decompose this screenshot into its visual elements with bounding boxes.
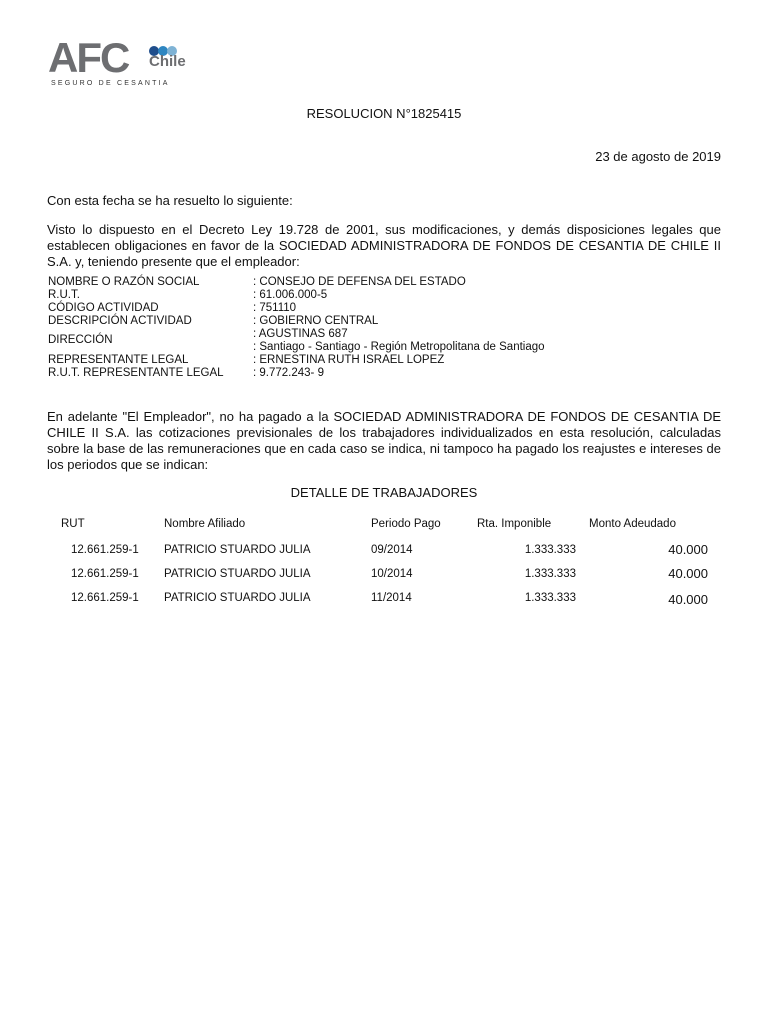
employer-name-value: : CONSEJO DE DEFENSA DEL ESTADO xyxy=(253,276,466,288)
table-row xyxy=(0,544,768,560)
employer-rut-row xyxy=(48,289,648,302)
col-period-header: Periodo Pago xyxy=(371,518,441,530)
address-value xyxy=(253,328,648,354)
cell-period: 10/2014 xyxy=(371,568,413,580)
activity-code-value: : 751110 xyxy=(253,302,297,314)
employer-name-row xyxy=(48,276,648,289)
legal-rep-rut-value: : 9.772.243- 9 xyxy=(253,367,324,379)
address-row xyxy=(48,328,648,354)
table-row xyxy=(0,568,768,584)
body-paragraph: En adelante "El Empleador", no ha pagado a la SOCIEDAD ADMINISTRADORA DE FONDOS DE CESANTIA DE CHILE II S.A. las cotizaciones previsionales de los trabajadores individualizados en esta resolución, calculadas sobre la base de las remuneraciones que en cada caso se indica, ni tampoco ha pagado los reajustes e intereses de los periodos que se indican: xyxy=(47,409,721,472)
cell-name: PATRICIO STUARDO JULIA xyxy=(164,544,311,556)
activity-code-label: CÓDIGO ACTIVIDAD xyxy=(48,302,159,314)
detail-title: DETALLE DE TRABAJADORES xyxy=(290,485,478,500)
cell-period: 09/2014 xyxy=(371,544,413,556)
cell-rta: 1.333.333 xyxy=(524,568,576,580)
address-label: DIRECCIÓN xyxy=(48,334,113,346)
cell-rut: 12.661.259-1 xyxy=(71,544,139,556)
employer-rut-label: R.U.T. xyxy=(48,289,80,301)
cell-name: PATRICIO STUARDO JULIA xyxy=(164,568,311,580)
col-rut-header: RUT xyxy=(61,518,85,530)
logo-country: Chile xyxy=(149,53,186,70)
resolution-date: 23 de agosto de 2019 xyxy=(595,149,721,164)
employer-info xyxy=(48,276,648,380)
address-line-2: : Santiago - Santiago - Región Metropolitana de Santiago xyxy=(253,341,545,353)
cell-period: 11/2014 xyxy=(371,592,412,604)
activity-desc-value: : GOBIERNO CENTRAL xyxy=(253,315,379,327)
cell-monto: 40.000 xyxy=(668,566,708,581)
activity-desc-row xyxy=(48,315,648,328)
resolution-title: RESOLUCION N°1825415 xyxy=(306,106,462,121)
cell-monto: 40.000 xyxy=(668,542,708,557)
cell-name: PATRICIO STUARDO JULIA xyxy=(164,592,311,604)
cell-rta: 1.333.333 xyxy=(524,544,576,556)
table-row xyxy=(0,592,768,608)
intro-paragraph: Visto lo dispuesto en el Decreto Ley 19.728 de 2001, sus modificaciones, y demás disposiciones legales que establecen obligaciones en favor de la SOCIEDAD ADMINISTRADORA DE FONDOS DE CESANTIA DE CHILE II S.A. y, teniendo presente que el empleador: xyxy=(47,222,721,269)
logo-brand: AFC xyxy=(48,34,129,81)
legal-rep-rut-label: R.U.T. REPRESENTANTE LEGAL xyxy=(48,367,224,379)
cell-rut: 12.661.259-1 xyxy=(71,592,139,604)
table-header xyxy=(0,518,768,534)
address-line-1: : AGUSTINAS 687 xyxy=(253,328,348,340)
cell-monto: 40.000 xyxy=(668,592,708,607)
legal-rep-value: : ERNESTINA RUTH ISRAEL LOPEZ xyxy=(253,354,445,366)
col-rta-header: Rta. Imponible xyxy=(477,518,552,530)
cell-rut: 12.661.259-1 xyxy=(71,568,139,580)
col-monto-header: Monto Adeudado xyxy=(589,518,676,530)
employer-name-label: NOMBRE O RAZÓN SOCIAL xyxy=(48,276,200,288)
legal-rep-label: REPRESENTANTE LEGAL xyxy=(48,354,189,366)
activity-desc-label: DESCRIPCIÓN ACTIVIDAD xyxy=(48,315,192,327)
col-name-header: Nombre Afiliado xyxy=(164,518,246,530)
employer-rut-value: : 61.006.000-5 xyxy=(253,289,328,301)
legal-rep-row xyxy=(48,354,648,367)
afc-logo xyxy=(48,34,198,92)
legal-rep-rut-row xyxy=(48,367,648,380)
activity-code-row xyxy=(48,302,648,315)
cell-rta: 1.333.333 xyxy=(524,592,576,604)
intro-line: Con esta fecha se ha resuelto lo siguiente: xyxy=(47,193,293,208)
logo-tagline: SEGURO DE CESANTIA xyxy=(51,80,170,87)
